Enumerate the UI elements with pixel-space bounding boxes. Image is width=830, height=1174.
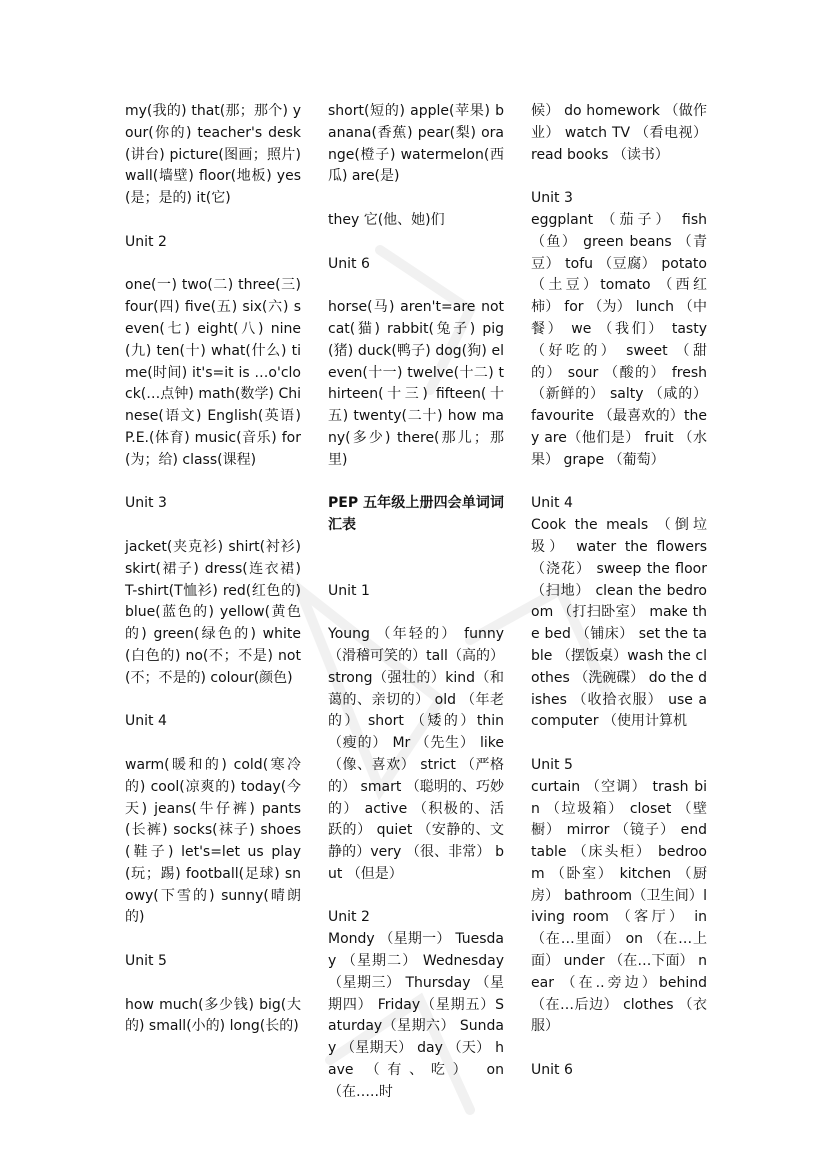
spacer [328,559,504,581]
section-title: PEP 五年级上册四会单词词汇表 [328,495,504,534]
spacer [125,210,301,232]
unit-heading: Unit 1 [328,582,370,599]
spacer [328,602,504,624]
vocab-paragraph: they 它(他、她)们 [328,211,445,228]
unit-heading: Unit 6 [328,255,370,272]
spacer [531,733,707,755]
vocab-paragraph: how much(多少钱) big(大的) small(小的) long(长的) [125,996,301,1035]
spacer [125,690,301,712]
spacer [328,886,504,908]
unit-heading: Unit 3 [531,190,573,207]
vocab-paragraph: curtain （空调） trash bin （垃圾箱） closet （壁橱） mirror （镜子） end table （床头柜） bedroom （卧室） kitchen （厨房） bathroom（卫生间）living room （客厅） in （在…里面） on （在…上面） under （在…下面） near （在..旁边）behind（在…后边） clothes （衣服） [531,778,707,1035]
spacer [125,254,301,276]
vocab-paragraph: Cook the meals （倒垃圾） water the flowers （浇花） sweep the floor （扫地） clean the bedroom （打扫卧室） make the bed （铺床） set the table （摆饭桌）wash the clothes （洗碗碟） do the dishes （收拾衣服） use a computer （使用计算机 [531,517,707,730]
vocab-paragraph: eggplant （茄子） fish （鱼） green beans （青豆） tofu （豆腐） potato （土豆）tomato （西红柿） for （为） lunch （中餐） we （我们） tasty （好吃的） sweet （甜的） sour （酸的） fresh （新鲜的） salty （咸的） favourite （最喜欢的）they are（他们是） fruit （水果） grape （葡萄） [531,211,707,468]
vocab-paragraph: one(一) two(二) three(三) four(四) five(五) six(六) seven(七) eight(八) nine(九) ten(十) what(什么) time(时间) it's=it is …o'clock(…点钟) math(数学) Chinese(语文) English(英语) P.E.(体育) music(音乐) for(为；给) class(课程) [125,277,301,468]
vocab-paragraph: horse(马) aren't=are not cat(猫) rabbit(兔子) pig(猪) duck(鸭子) dog(狗) eleven(十一) twelve(十二) thirteen(十三) fifteen(十五) twenty(二十) how many(多少) there(那儿；那里) [328,299,504,468]
column-2 [328,101,504,1104]
unit-heading: Unit 2 [328,909,370,926]
spacer [328,232,504,254]
unit-heading: Unit 4 [531,495,573,512]
column-1 [125,101,301,1038]
spacer [328,275,504,297]
unit-heading: Unit 2 [125,233,167,250]
spacer [328,472,504,494]
spacer [125,733,301,755]
spacer [125,515,301,537]
vocab-paragraph: jacket(夹克衫) shirt(衬衫) skirt(裙子) dress(连衣裙) T-shirt(T恤衫) red(红色的) blue(蓝色的) yellow(黄色的) green(绿色的) white(白色的) no(不；不是) not(不；不是的) colour(颜色) [125,538,301,686]
vocab-paragraph: Young （年轻的） funny （滑稽可笑的）tall（高的）strong（强壮的）kind（和蔼的、亲切的） old （年老的） short （矮的）thin （瘦的） Mr （先生） like （像、喜欢） strict （严格的） smart （聪明的、巧妙的） active （积极的、活跃的） quiet （安静的、文静的）very （很、非常） but （但是） [328,626,504,882]
unit-heading: Unit 6 [531,1062,573,1079]
spacer [531,1038,707,1060]
unit-heading: Unit 5 [531,756,573,773]
spacer [328,188,504,210]
spacer [531,472,707,494]
vocab-paragraph: short(短的) apple(苹果) banana(香蕉) pear(梨) orange(橙子) watermelon(西瓜) are(是) [328,103,504,185]
unit-heading: Unit 4 [125,713,167,730]
spacer [531,166,707,188]
unit-heading: Unit 3 [125,495,167,512]
spacer [328,537,504,559]
spacer [125,472,301,494]
unit-heading: Unit 5 [125,953,167,970]
column-3 [531,101,707,1082]
vocab-paragraph: Mondy （星期一） Tuesday （星期二） Wednesday （星期三） Thursday （星期四） Friday（星期五）Saturday（星期六） Sunday （星期天） day （天） have （有、吃） on （在…..时 [328,931,504,1100]
vocab-paragraph: my(我的) that(那；那个) your(你的) teacher's desk(讲台) picture(图画；照片) wall(墙壁) floor(地板) yes(是；是的) it(它) [125,103,301,207]
spacer [125,929,301,951]
vocab-paragraph: warm(暖和的) cold(寒冷的) cool(凉爽的) today(今天) jeans(牛仔裤) pants(长裤) socks(袜子) shoes(鞋子) let's=let us play(玩；踢) football(足球) snowy(下雪的) sunny(晴朗的) [125,756,301,926]
spacer [125,973,301,995]
vocab-paragraph: 候） do homework （做作业） watch TV （看电视） read books （读书） [531,103,707,163]
